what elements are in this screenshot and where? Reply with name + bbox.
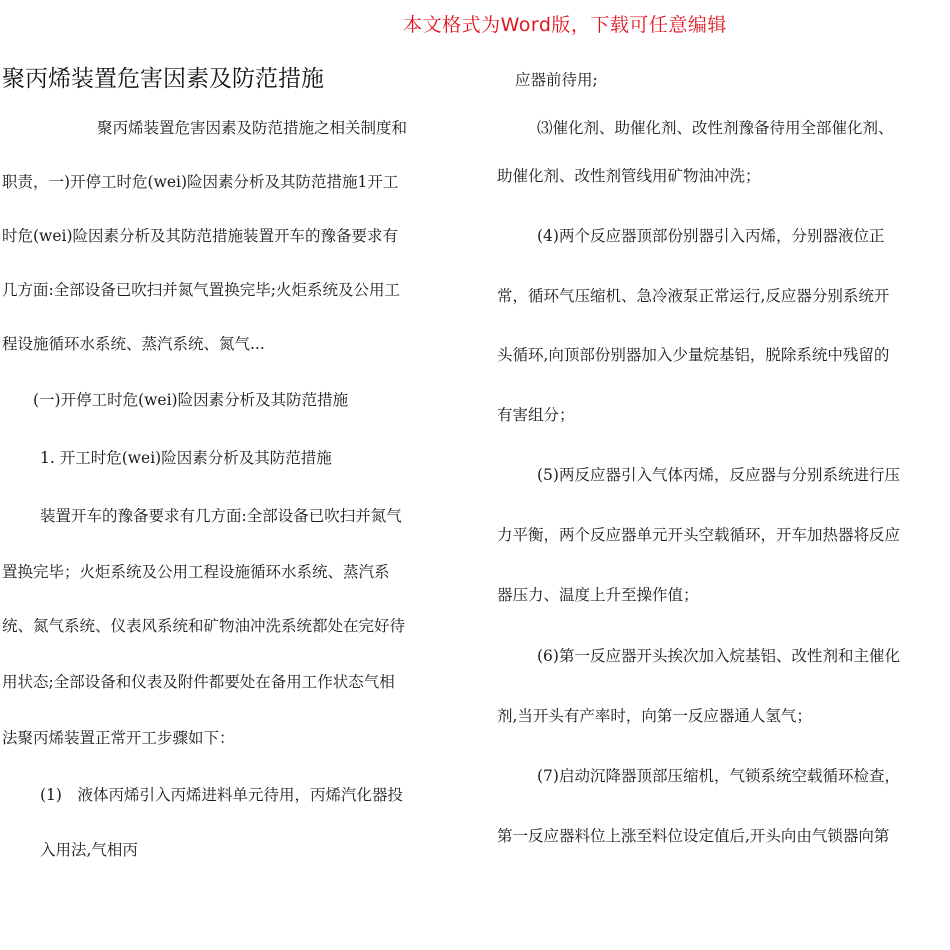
section-heading: (一)开停工时危(wei)险因素分析及其防范措施 [33, 391, 349, 409]
list-item-line: 第一反应器料位上涨至料位设定值后,开头向由气锁器向第 [497, 827, 890, 845]
list-item-line: 常，循环气压缩机、急冷液泵正常运行,反应器分别系统开 [497, 287, 890, 305]
list-item-line: 头循环,向顶部份别器加入少量烷基铝，脱除系统中残留的 [497, 346, 890, 364]
paragraph-line: 时危(wei)险因素分析及其防范措施装置开车的豫备要求有 [2, 227, 398, 245]
paragraph-line: 应器前待用; [515, 71, 598, 89]
paragraph-line: 几方面:全部设备已吹扫并氮气置换完毕;火炬系统及公用工 [2, 281, 400, 299]
paragraph-line: 用状态;全部设备和仪表及附件都要处在备用工作状态气相 [2, 673, 395, 691]
list-item-line: 入用法,气相丙 [40, 841, 138, 859]
paragraph-line: 置换完毕；火炬系统及公用工程设施循环水系统、蒸汽系 [2, 563, 390, 581]
paragraph-line: 聚丙烯装置危害因素及防范措施之相关制度和 [97, 119, 408, 137]
document-title: 聚丙烯装置危害因素及防范措施 [2, 66, 324, 92]
download-banner: 本文格式为Word版，下载可任意编辑 [403, 14, 727, 36]
paragraph-line: 法聚丙烯装置正常开工步骤如下： [2, 729, 235, 747]
list-item-line: 器压力、温度上升至操作值； [497, 586, 699, 604]
paragraph-line: 职责，一)开停工时危(wei)险因素分析及其防范措施1开工 [2, 173, 399, 191]
list-item-line: 剂,当开头有产率时，向第一反应器通人氢气； [497, 707, 812, 725]
paragraph-line: 装置开车的豫备要求有几方面:全部设备已吹扫并氮气 [40, 507, 402, 525]
paragraph-line: 程设施循环水系统、蒸汽系统、氮气... [2, 335, 265, 353]
list-item-line: 力平衡，两个反应器单元开头空载循环，开车加热器将反应 [497, 526, 901, 544]
list-item-line: (7)启动沉降器顶部压缩机，气锁系统空载循环检查， [537, 767, 900, 785]
list-item-line: (6)第一反应器开头挨次加入烷基铝、改性剂和主催化 [537, 647, 900, 665]
paragraph-line: 统、氮气系统、仪表风系统和矿物油冲洗系统都处在完好待 [2, 617, 406, 635]
list-item-line: 助催化剂、改性剂管线用矿物油冲洗； [497, 167, 761, 185]
subsection-heading: 1. 开工时危(wei)险因素分析及其防范措施 [40, 449, 332, 467]
list-item-line: (4)两个反应器顶部份别器引入丙烯，分别器液位正 [537, 227, 885, 245]
list-item-line: ⑶催化剂、助催化剂、改性剂豫备待用全部催化剂、 [537, 119, 894, 137]
list-item-line: 有害组分； [497, 406, 575, 424]
list-item-line: (5)两反应器引入气体丙烯，反应器与分别系统进行压 [537, 466, 900, 484]
list-item-line: (1) 液体丙烯引入丙烯进料单元待用，丙烯汽化器投 [40, 786, 403, 804]
